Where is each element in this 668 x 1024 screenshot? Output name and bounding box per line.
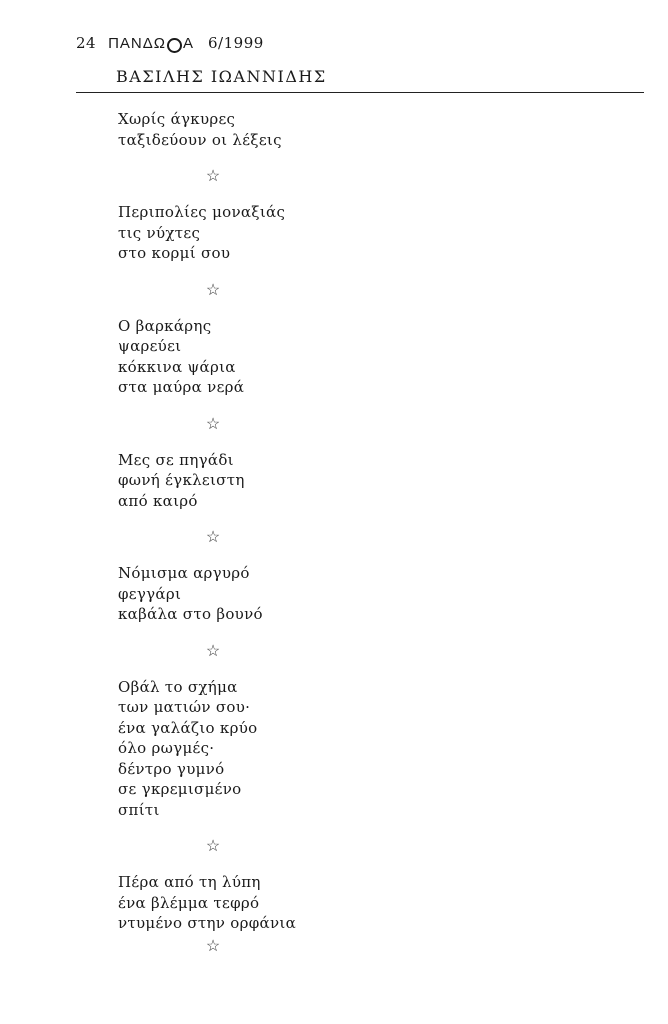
page-header	[76, 34, 646, 93]
poem-line: των ματιών σου·	[118, 698, 251, 716]
stanza-1	[118, 109, 538, 150]
poem-line: Μες σε πηγάδι	[118, 450, 234, 469]
stanza-6	[118, 677, 538, 821]
poem-line: σπίτι	[118, 800, 160, 819]
poem-line: Πέρα από τη λύπη	[118, 873, 261, 891]
poem-line: Χωρίς άγκυρες	[118, 110, 236, 128]
issue-date: 6/1999	[208, 34, 264, 52]
journal-logo	[108, 35, 194, 53]
poem-line: φεγγάρι	[118, 584, 182, 603]
poem-line: ψαρεύει	[118, 337, 182, 355]
star-separator-icon: ☆	[205, 413, 221, 433]
poem-line: Περιπολίες μοναξιάς	[118, 203, 286, 221]
star-separator-icon: ☆	[205, 279, 221, 299]
poem-line: ένα βλέμμα τεφρό	[118, 893, 260, 912]
logo-ring-icon	[167, 38, 182, 53]
poem-line: στα μαύρα νερά	[118, 378, 245, 396]
star-separator-icon: ☆	[205, 527, 221, 546]
poem-line: από καιρό	[118, 491, 198, 510]
stanza-5	[118, 563, 538, 625]
poem-line: ντυμένο στην ορφάνια	[118, 914, 296, 932]
poem-line: ταξιδεύουν οι λέξεις	[118, 130, 282, 149]
poem-line: όλο ρωγμές·	[118, 739, 215, 757]
poem-line: φωνή έγκλειστη	[118, 471, 245, 489]
author-name: ΒΑΣΙΛΗΣ ΙΩΑΝΝΙΔΗΣ	[116, 67, 327, 86]
stanza-3	[118, 316, 538, 398]
poem-body	[118, 109, 538, 956]
poem-line: Νόμισμα αργυρό	[118, 564, 250, 582]
star-separator-icon: ☆	[205, 935, 221, 955]
stanza-4	[118, 450, 538, 512]
star-separator-icon: ☆	[205, 166, 221, 185]
star-separator-icon: ☆	[205, 836, 221, 855]
journal-name-part2: Α	[183, 35, 195, 52]
poem-line: καβάλα στο βουνό	[118, 605, 263, 623]
star-separator-icon: ☆	[205, 640, 221, 660]
poem-line: Ο βαρκάρης	[118, 316, 212, 335]
poem-line: δέντρο γυμνό	[118, 759, 225, 778]
poem-line: κόκκινα ψάρια	[118, 357, 236, 376]
stanza-7	[118, 872, 538, 934]
poem-line: Οβάλ το σχήμα	[118, 677, 238, 696]
poem-line: τις νύχτες	[118, 223, 201, 242]
header-line	[76, 34, 646, 53]
journal-name-part1: ΠΑΝΔΩ	[108, 35, 166, 52]
poem-line: σε γκρεμισμένο	[118, 780, 242, 798]
poem-line: ένα γαλάζιο κρύο	[118, 718, 258, 737]
header-divider	[76, 92, 644, 93]
poem-line: στο κορμί σου	[118, 244, 231, 262]
page-number: 24	[76, 34, 97, 52]
stanza-2	[118, 202, 538, 264]
